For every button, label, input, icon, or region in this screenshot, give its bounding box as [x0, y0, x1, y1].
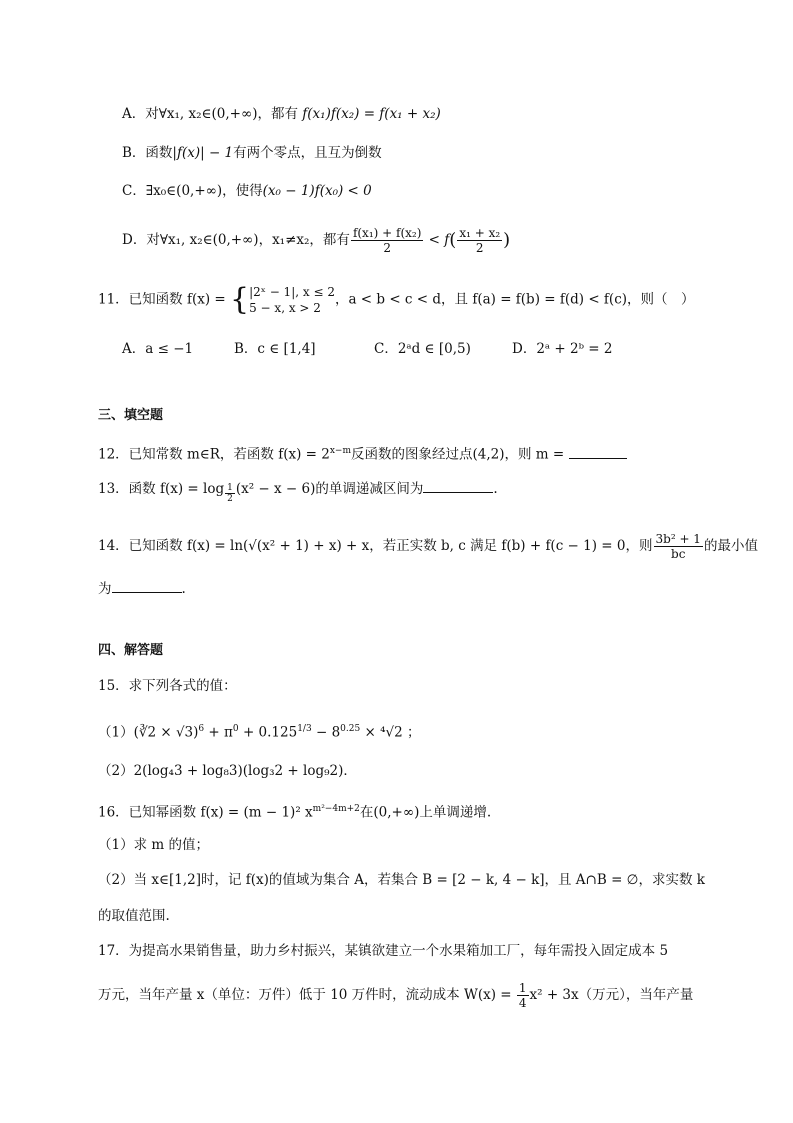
q17-line2-part-b: x² + 3x（万元），当年产量: [529, 987, 694, 1003]
log-base-fraction: [225, 483, 235, 504]
option-d-inner-fraction: [457, 226, 502, 255]
fraction-numerator: f(x₁) + f(x₂): [352, 226, 422, 240]
q14-part-b: 的最小值: [703, 538, 758, 554]
q16-part-2: （2）当 x∈[1,2]时，记 f(x)的值域为集合 A，若集合 B = [2 − k, 4 − k]，且 A∩B = ∅，求实数 k: [98, 872, 705, 888]
fraction-denominator: 2: [383, 241, 391, 255]
q16-exponent: m²−4m+2: [312, 804, 360, 814]
piecewise-brace: {: [230, 282, 250, 317]
q13-answer-blank: [423, 478, 493, 493]
q11-prefix: 11．已知函数 f(x) =: [98, 291, 231, 308]
q13-part-b: (x² − x − 6)的单调递减区间为: [235, 481, 424, 497]
q11-option-b: B．c ∈ [1,4]: [234, 341, 316, 357]
q10-option-b: [122, 142, 733, 164]
q15-p1-label: （1）: [98, 724, 134, 741]
q13-part-a: 13．函数 f(x) = log: [98, 481, 225, 497]
fraction-numerator: 1: [227, 483, 233, 493]
q17-line-1: 17．为提高水果销售量，助力乡村振兴，某镇欲建立一个水果箱加工厂，每年需投入固定成本 5: [98, 943, 669, 959]
q15-p1-term-c: − 8: [311, 724, 341, 741]
q11-options: [122, 338, 742, 360]
paren-left: (: [449, 229, 457, 251]
q15-part-2: [98, 760, 733, 782]
q11-option-c: C．2ᵃd ∈ [0,5): [374, 341, 471, 357]
q14-line-2: [98, 578, 733, 600]
option-c-math: (x₀ − 1)f(x₀) < 0: [262, 183, 372, 199]
q10-option-d: [122, 226, 733, 255]
q15-p2-label: （2）: [98, 763, 134, 779]
q14-fraction: [654, 532, 703, 561]
section-4-heading: 四、解答题: [98, 643, 164, 658]
q12-answer-blank: [569, 444, 627, 459]
q13-end: .: [493, 481, 498, 497]
q15-p1-power: 6: [198, 724, 205, 734]
q16-part-1: （1）求 m 的值；: [98, 837, 209, 853]
section-3-heading: 三、填空题: [98, 408, 164, 423]
q17-line2-part-a: 万元，当年产量 x（单位：万件）低于 10 万件时，流动成本 W(x) =: [98, 987, 516, 1003]
q15-part-1: [98, 718, 733, 744]
q10-option-c: [122, 180, 733, 202]
q12: [98, 440, 733, 466]
fraction-numerator: 1: [518, 981, 527, 995]
paren-right: ): [503, 229, 511, 251]
q15-p1-term-b: + 0.125: [238, 724, 298, 741]
option-c-label: C．∃x₀∈(0,+∞)，使得: [122, 183, 263, 199]
case-2: 5 − x, x > 2: [249, 301, 321, 315]
option-d-label: D．对∀x₁, x₂∈(0,+∞)，x₁≠x₂，都有: [122, 232, 350, 248]
option-d-fraction: [351, 226, 423, 255]
q14-part-a: 14．已知函数 f(x) = ln(√(x² + 1) + x) + x，若正实数 b, c 满足 f(b) + f(c − 1) = 0，则: [98, 538, 653, 554]
fraction-numerator: x₁ + x₂: [459, 226, 501, 240]
q14-end: .: [181, 581, 186, 597]
fraction-denominator: 2: [227, 494, 233, 504]
option-b-rest: 有两个零点，且互为倒数: [233, 145, 382, 161]
q15-p1-math: (∛2 × √3): [133, 724, 199, 741]
option-a-label: A．对∀x₁, x₂∈(0,+∞)，都有: [122, 106, 303, 122]
fraction-denominator: 4: [518, 996, 527, 1010]
q13: [98, 478, 733, 504]
fraction-denominator: bc: [671, 547, 686, 561]
case-1: |2ˣ − 1|, x ≤ 2: [249, 285, 335, 299]
q14: [98, 532, 758, 561]
q16-part-2-line-2: 的取值范围.: [98, 908, 170, 924]
q15-p1-term-c-power: 0.25: [340, 724, 361, 734]
option-b-label: B．函数: [122, 145, 173, 161]
q11-option-a: A．a ≤ −1: [122, 341, 194, 357]
option-a-math: f(x₁)f(x₂) = f(x₁ + x₂): [302, 106, 441, 122]
q15-p1-term-pi-power: 0: [232, 724, 239, 734]
q14-line2-label: 为: [98, 581, 112, 597]
q11-stem: [98, 284, 733, 316]
q15-p1-term-pi: + π: [204, 724, 233, 741]
q12-part-b: 反函数的图象经过点(4,2)，则 m =: [351, 446, 569, 463]
q14-answer-blank: [112, 578, 182, 593]
q16-part-a: 16．已知幂函数 f(x) = (m − 1)² x: [98, 804, 313, 821]
q16-part-b: 在(0,+∞)上单调递增.: [359, 804, 492, 821]
q16-stem: [98, 798, 733, 824]
q11-option-d: D．2ᵃ + 2ᵇ = 2: [512, 341, 613, 357]
q17-fraction: [517, 981, 529, 1010]
q12-part-a: 12．已知常数 m∈R，若函数 f(x) = 2: [98, 446, 330, 463]
q17-line-2: [98, 980, 733, 1010]
q10-option-a: [122, 103, 733, 125]
q15-p1-term-b-power: 1/3: [297, 724, 312, 734]
fraction-denominator: 2: [475, 241, 484, 255]
q15-p2-math: 2(log₄3 + log₈3)(log₃2 + log₉2)．: [133, 763, 357, 779]
q12-exponent: x−m: [329, 446, 352, 456]
option-d-mid: < f: [424, 232, 450, 248]
q15-title: 15．求下列各式的值：: [98, 678, 237, 694]
fraction-numerator: 3b² + 1: [655, 532, 701, 546]
q11-condition: ，a < b < c < d，且 f(a) = f(b) = f(d) < f(c)，则（ ）: [334, 291, 695, 308]
piecewise-cases: [249, 284, 335, 316]
q15-p1-term-d: × ⁴√2 ；: [360, 724, 421, 741]
option-b-math: |f(x)| − 1: [172, 145, 234, 161]
